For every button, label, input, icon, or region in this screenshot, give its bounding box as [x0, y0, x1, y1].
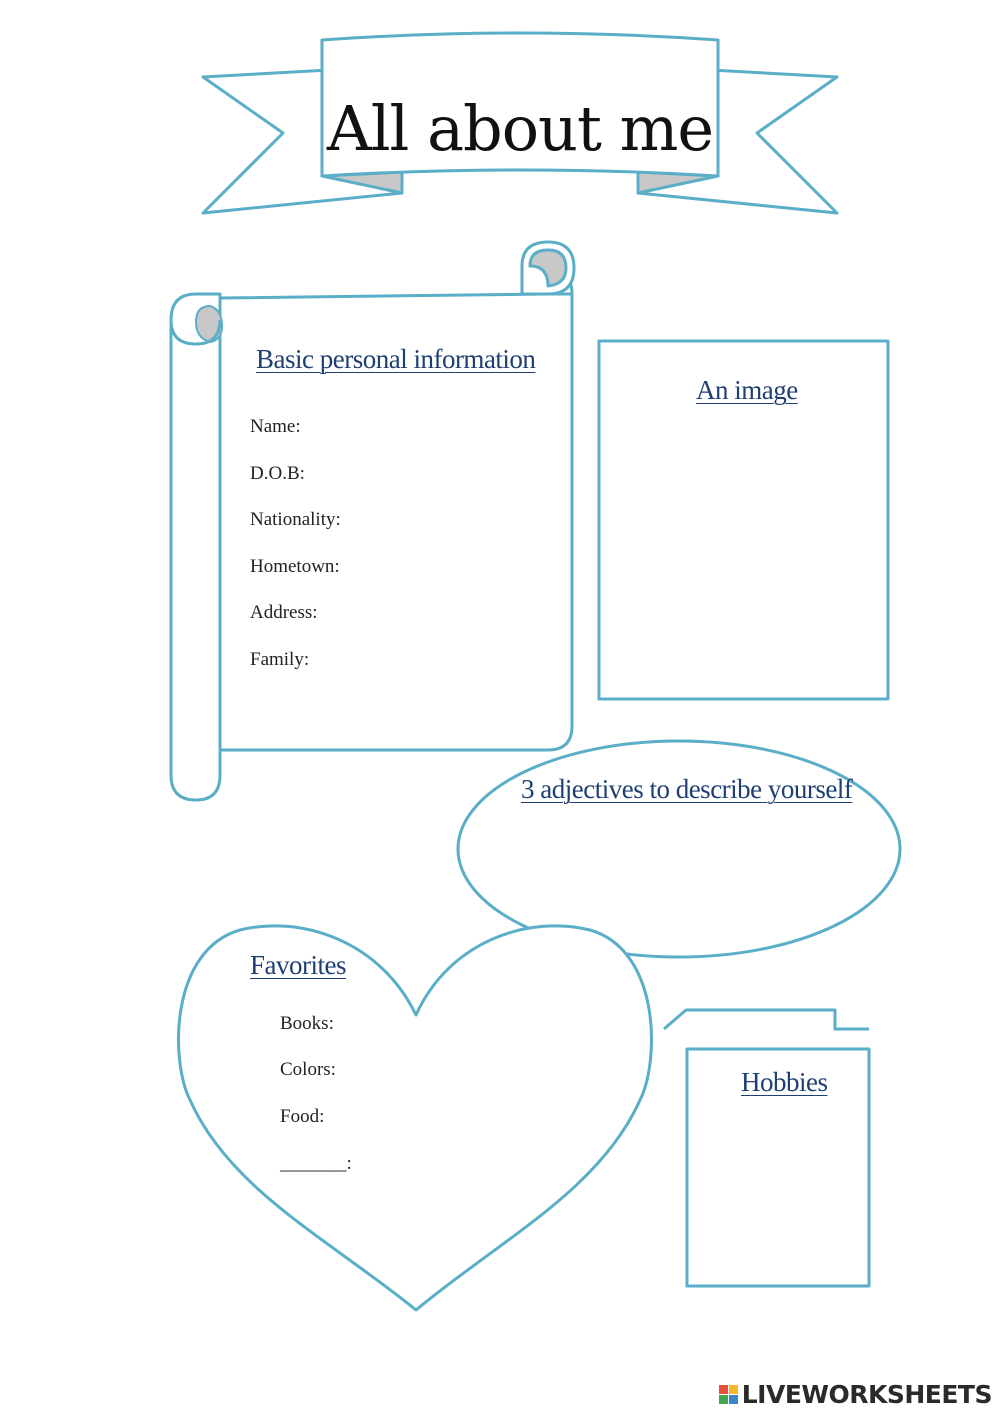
favorite-books-label: Books: [280, 1013, 334, 1034]
favorite-colors-label: Colors: [280, 1059, 336, 1080]
basic-info-heading: Basic personal information [256, 344, 536, 374]
scroll-left-curl [196, 306, 222, 342]
favorite-food-label: Food: [280, 1106, 325, 1127]
favorites-heart [178, 926, 651, 1310]
brand-name: LIVEWORKSHEETS [741, 1379, 992, 1409]
field-hometown-label: Hometown: [250, 556, 340, 577]
field-family-label: Family: [250, 649, 310, 670]
page-title: All about me [326, 92, 714, 165]
favorite-custom-label: _______: [280, 1153, 352, 1174]
hobbies-tab [664, 1010, 869, 1029]
hobbies-heading: Hobbies [741, 1067, 828, 1097]
liveworksheets-logo-icon [719, 1385, 738, 1404]
field-dob-label: D.O.B: [250, 463, 305, 484]
scroll-frame [171, 242, 574, 800]
liveworksheets-brand [719, 1379, 992, 1409]
adjectives-heading: 3 adjectives to describe yourself [521, 774, 853, 804]
field-nationality-label: Nationality: [250, 509, 341, 530]
field-address-label: Address: [250, 602, 318, 623]
image-heading: An image [696, 375, 798, 405]
field-name-label: Name: [250, 416, 301, 437]
favorites-heading: Favorites [250, 950, 346, 980]
